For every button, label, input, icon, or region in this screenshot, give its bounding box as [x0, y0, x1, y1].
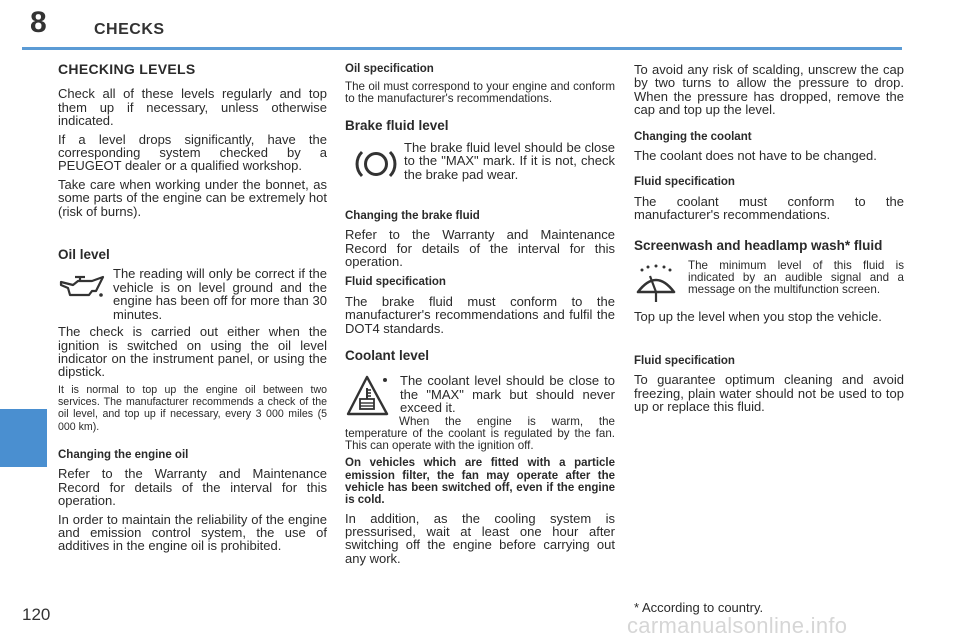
page-number: 120: [22, 605, 51, 624]
reliability-text: In order to maintain the reliability of the engine and emission control system, the use of additives in the engine oil is prohibited.: [58, 511, 327, 554]
changing-coolant-text: The coolant does not have to be changed.: [634, 148, 877, 164]
oil-icon-row: [58, 267, 327, 321]
changing-brake-heading: Changing the brake fluid: [345, 209, 480, 222]
oil-spec-text: The oil must correspond to your engine and conform to the manufacturer's recommendations.: [345, 80, 615, 106]
coolant-fluid-spec-heading: Fluid specification: [634, 176, 735, 189]
coolant-wait-text: In addition, as the cooling system is pressurised, wait at least one hour after switching off the engine before carrying out any work.: [345, 510, 615, 566]
brake-fluid-spec-heading: Fluid specification: [345, 276, 446, 289]
screenwash-icon: [634, 262, 678, 306]
oil-note-text: It is normal to top up the engine oil between two services. The manufacturer recommends a check of the oil level, and top up if necessary, every 3 000 miles (5 000 km).: [58, 383, 327, 433]
brake-icon-row: [345, 141, 615, 184]
watermark: carmanualsonline.info: [627, 613, 848, 638]
brake-fluid-spec-text: The brake fluid must conform to the manufacturer's recommendations and fulfil the DOT4 standards.: [345, 293, 615, 336]
brake-warning-icon: [353, 144, 399, 184]
column-3: [634, 63, 904, 419]
brake-fluid-heading: Brake fluid level: [345, 118, 449, 134]
chapter-number: 8: [30, 6, 47, 39]
column-1: [58, 63, 327, 558]
coolant-level-heading: Coolant level: [345, 348, 430, 364]
screenwash-fluid-spec-heading: Fluid specification: [634, 355, 735, 368]
oil-icon-text: The reading will only be correct if the vehicle is on level ground and the engine has been off for more than 30 minutes.: [113, 266, 327, 322]
header-rule: [22, 47, 902, 50]
screenwash-heading: Screenwash and headlamp wash* fluid: [634, 237, 883, 253]
intro-paragraph: Check all of these levels regularly and top them up if necessary, unless otherwise indicated.: [58, 86, 327, 129]
intro-paragraph: If a level drops significantly, have the corresponding system checked by a PEUGEOT dealer or a qualified workshop.: [58, 131, 327, 174]
changing-oil-text: Refer to the Warranty and Maintenance Record for details of the interval for this operation.: [58, 466, 327, 509]
chapter-side-tab: [0, 409, 47, 467]
coolant-bold-text: On vehicles which are fitted with a particle emission filter, the fan may operate after the vehicle has been switched off, even if the engine is cold.: [345, 457, 615, 507]
changing-brake-text: Refer to the Warranty and Maintenance Record for details of the interval for this operation.: [345, 227, 615, 270]
changing-coolant-heading: Changing the coolant: [634, 130, 752, 143]
brake-icon-text: The brake fluid level should be close to the "MAX" mark. If it is not, check the brake pad wear.: [404, 139, 615, 182]
screenwash-icon-text: The minimum level of this fluid is indicated by an audible signal and a message on the multifunction screen.: [688, 258, 904, 296]
oil-can-icon: [58, 273, 106, 303]
coolant-warning-icon: [345, 374, 391, 418]
coolant-icon-row: [345, 374, 615, 418]
oil-spec-heading: Oil specification: [345, 63, 434, 75]
coolant-icon-text: The coolant level should be close to the "MAX" mark but should never exceed it.: [400, 373, 615, 416]
topup-text: Top up the level when you stop the vehicle.: [634, 308, 882, 324]
oil-level-heading: Oil level: [58, 247, 110, 263]
column-2: [345, 63, 615, 570]
screenwash-fluid-spec-text: To guarantee optimum cleaning and avoid freezing, plain water should not be used to top up or replace this fluid.: [634, 372, 904, 415]
intro-paragraph: Take care when working under the bonnet, as some parts of the engine can be extremely hot (risk of burns).: [58, 176, 327, 219]
footnote: * According to country.: [634, 600, 764, 615]
section-heading-checking-levels: CHECKING LEVELS: [58, 61, 196, 77]
screenwash-icon-row: [634, 260, 904, 306]
page-title: CHECKS: [94, 21, 165, 38]
scalding-text: To avoid any risk of scalding, unscrew the cap by two turns to allow the pressure to drop. When the pressure has dropped, remove the cap and top up the level.: [634, 62, 904, 118]
coolant-fluid-spec-text: The coolant must conform to the manufacturer's recommendations.: [634, 193, 904, 223]
coolant-warm-text: When the engine is warm, the temperature of the coolant is regulated by the fan. This can operate with the ignition off.: [345, 415, 615, 453]
changing-oil-heading: Changing the engine oil: [58, 448, 189, 461]
oil-check-text: The check is carried out either when the ignition is switched on using the oil level indicator on the instrument panel, or using the dipstick.: [58, 324, 327, 380]
